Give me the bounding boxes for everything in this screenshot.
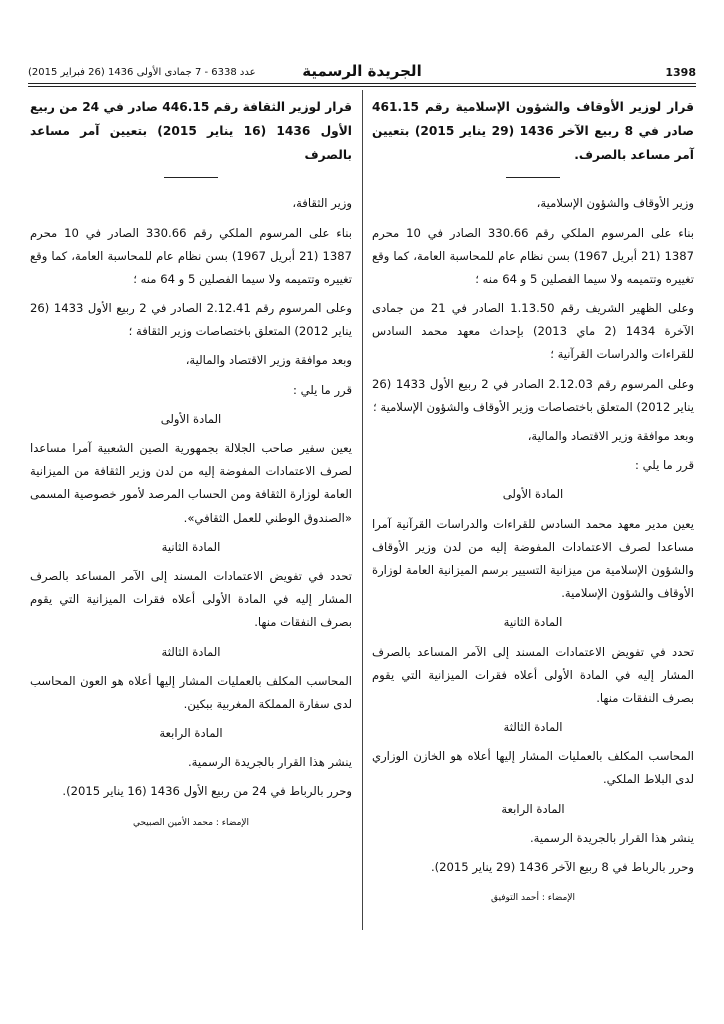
done-at-line: وحرر بالرباط في 8 ربيع الآخر 1436 (29 يناير 2015). [430, 860, 694, 875]
decides-line: قرر ما يلي : [293, 382, 352, 397]
header-rule [28, 83, 696, 84]
journal-title: الجريدة الرسمية [302, 62, 422, 80]
article-text: المحاسب المكلف بالعمليات المشار إليها أعلاه هو الخازن الوزاري لدى البلاط الملكي. [372, 749, 694, 787]
article-text: تحدد في تفويض الاعتمادات المسند إلى الآمر المساعد بالصرف المشار إليه في المادة الأولى أعلاه فقرات الميزانية التي يقوم بصرف النفقات منها. [30, 568, 352, 630]
decree-column-culture [30, 96, 352, 838]
minister-line: وزير الأوقاف والشؤون الإسلامية، [536, 196, 694, 211]
decree-title: قرار لوزير الأوقاف والشؤون الإسلامية رقم 461.15 صادر في 8 ربيع الآخر 1436 (29 يناير 2015) بتعيين آمر مساعد بالصرف. [372, 100, 694, 162]
header-rule-double [28, 86, 696, 87]
article-heading: المادة الرابعة [159, 726, 223, 741]
title-divider [164, 177, 218, 178]
decree-title: قرار لوزير الثقافة رقم 446.15 صادر في 24 من ربيع الأول 1436 (16 يناير 2015) بتعيين آمر مساعد بالصرف [30, 100, 352, 162]
article-heading: المادة الثانية [503, 615, 563, 630]
article-heading: المادة الرابعة [501, 801, 565, 816]
approval-line: وبعد موافقة وزير الاقتصاد والمالية، [527, 429, 694, 444]
article-text: يعين مدير معهد محمد السادس للقراءات والدراسات القرآنية آمرا مساعدا لصرف الاعتمادات المفوضة إليه من لدن وزير الأوقاف والشؤون الإسلامية من ميزانية التسيير برسم الميزانية العامة لوزارة الأوقاف والشؤون الإسلامية. [372, 516, 694, 601]
decree-column-awqaf [372, 96, 694, 913]
article-text: تحدد في تفويض الاعتمادات المسند إلى الآمر المساعد بالصرف المشار إليه في المادة الأولى أعلاه فقرات الميزانية التي يقوم بصرف النفقات منها. [372, 644, 694, 705]
article-heading: المادة الأولى [502, 487, 564, 502]
signature: الإمضاء : أحمد التوفيق [491, 893, 575, 904]
article-text: ينشر هذا القرار بالجريدة الرسمية. [188, 755, 352, 770]
article-heading: المادة الثالثة [161, 644, 221, 659]
minister-line: وزير الثقافة، [292, 196, 352, 211]
article-heading: المادة الثالثة [503, 720, 563, 735]
signature: الإمضاء : محمد الأمين الصبيحي [132, 817, 250, 828]
title-divider [506, 177, 560, 178]
article-text: المحاسب المكلف بالعمليات المشار إليها أعلاه هو العون المحاسب لدى سفارة المملكة المغربية ببكين. [30, 673, 352, 711]
preamble-paragraph: بناء على المرسوم الملكي رقم 330.66 الصادر في 10 محرم 1387 (21 أبريل 1967) بسن نظام عام للمحاسبة العامة، كما وقع تغييره وتتميمه ولا سيما الفصلين 5 و 64 منه ؛ [372, 225, 694, 286]
preamble-paragraph: وعلى المرسوم رقم 2.12.41 الصادر في 2 ربيع الأول 1433 (26 يناير 2012) المتعلق باختصاصات وزير الثقافة ؛ [30, 301, 353, 339]
preamble-paragraph: بناء على المرسوم الملكي رقم 330.66 الصادر في 10 محرم 1387 (21 أبريل 1967) بسن نظام عام للمحاسبة العامة، كما وقع تغييره وتتميمه ولا سيما الفصلين 5 و 64 منه ؛ [30, 225, 352, 286]
done-at-line: وحرر بالرباط في 24 من ربيع الأول 1436 (16 يناير 2015). [62, 784, 352, 799]
preamble-paragraph: وعلى الظهير الشريف رقم 1.13.50 الصادر في 21 من جمادى الآخرة 1434 (2 ماي 2013) بإحداث معهد محمد السادس للقراءات والدراسات القرآنية ؛ [372, 301, 695, 362]
issue-info: عدد 6338 - 7 جمادى الأولى 1436 (26 فبراير 2015) [28, 67, 256, 78]
page-header [28, 62, 696, 88]
page-number: 1398 [665, 66, 696, 79]
article-heading: المادة الأولى [160, 411, 222, 426]
decides-line: قرر ما يلي : [635, 458, 694, 473]
approval-line: وبعد موافقة وزير الاقتصاد والمالية، [185, 353, 352, 368]
article-text: ينشر هذا القرار بالجريدة الرسمية. [530, 830, 694, 845]
preamble-paragraph: وعلى المرسوم رقم 2.12.03 الصادر في 2 ربيع الأول 1433 (26 يناير 2012) المتعلق باختصاصات وزير الأوقاف والشؤون الإسلامية ؛ [372, 376, 695, 414]
article-text: يعين سفير صاحب الجلالة بجمهورية الصين الشعبية آمرا مساعدا لصرف الاعتمادات المفوضة إليه من لدن وزير الثقافة من الميزانية العامة لوزارة الثقافة ومن الحساب المرصد لأمور خصوصية المسمى «الصندوق الوطني للعمل الثقافي». [30, 441, 352, 525]
article-heading: المادة الثانية [161, 539, 221, 554]
column-divider [362, 90, 363, 930]
